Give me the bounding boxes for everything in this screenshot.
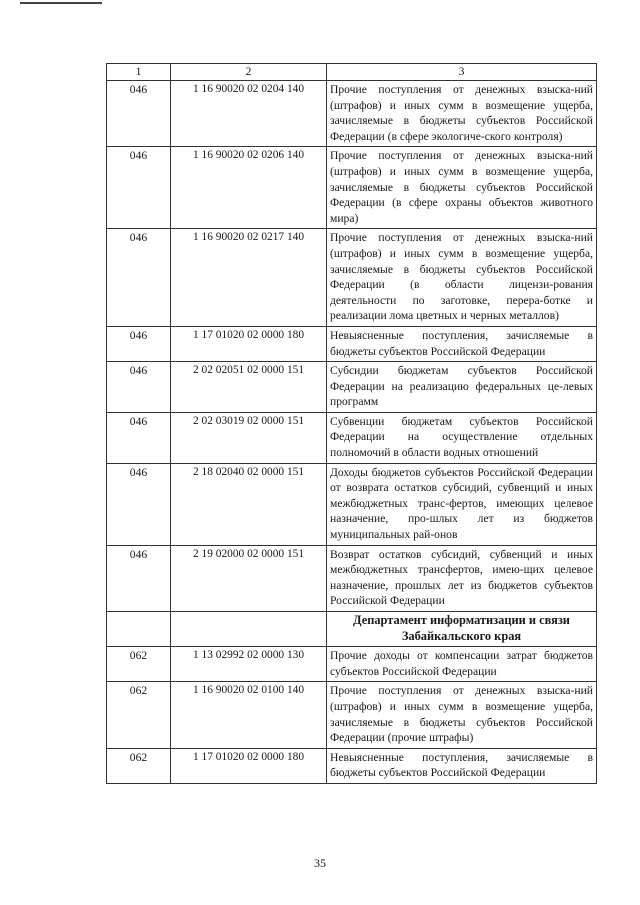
description-cell: Прочие поступления от денежных взыска-ний (штрафов) и иных сумм в возмещение ущерба, зачисляемые в бюджеты субъектов Российской Федерации (в сфере охраны объектов животного мира) [327,147,597,229]
revenue-code-cell: 2 18 02040 02 0000 151 [171,463,327,545]
revenue-code-cell: 1 13 02992 02 0000 130 [171,647,327,682]
column-header: 1 [107,64,171,81]
table-row [107,647,597,682]
description-cell: Прочие доходы от компенсации затрат бюджетов субъектов Российской Федерации [327,647,597,682]
table-row [107,463,597,545]
description-cell: Доходы бюджетов субъектов Российской Федерации от возврата остатков субсидий, субвенций и иных межбюджетных транс-фертов, имеющих целевое назначение, про-шлых лет из бюджетов муниципальных рай-онов [327,463,597,545]
admin-code-cell: 046 [107,545,171,611]
admin-code-cell: 046 [107,81,171,147]
table-header-row [107,64,597,81]
description-cell: Прочие поступления от денежных взыска-ний (штрафов) и иных сумм в возмещение ущерба, зачисляемые в бюджеты субъектов Российской Федерации (в области лицензи-рования деятельности по заготовке, перера-ботке и реализации лома цветных и черных металлов) [327,229,597,327]
description-cell: Невыясненные поступления, зачисляемые в бюджеты субъектов Российской Федерации [327,326,597,361]
revenue-code-cell: 2 02 03019 02 0000 151 [171,412,327,463]
revenue-code-cell [171,612,327,647]
revenue-code-cell: 1 16 90020 02 0217 140 [171,229,327,327]
description-cell: Прочие поступления от денежных взыска-ний (штрафов) и иных сумм в возмещение ущерба, зачисляемые в бюджеты субъектов Российской Федерации (прочие штрафы) [327,682,597,748]
table-row [107,682,597,748]
description-cell: Прочие поступления от денежных взыска-ний (штрафов) и иных сумм в возмещение ущерба, зачисляемые в бюджеты субъектов Российской Федерации (в сфере экологиче-ского контроля) [327,81,597,147]
table-row [107,81,597,147]
table-row [107,229,597,327]
revenue-code-cell: 2 02 02051 02 0000 151 [171,362,327,413]
description-cell: Субвенции бюджетам субъектов Российской Федерации на осуществление отдельных полномочий в области водных отношений [327,412,597,463]
description-cell: Субсидии бюджетам субъектов Российской Федерации на реализацию федеральных це-левых программ [327,362,597,413]
description-cell: Возврат остатков субсидий, субвенций и иных межбюджетных трансфертов, имею-щих целевое назначение, прошлых лет из бюджетов субъектов Российской Федерации [327,545,597,611]
revenue-code-cell: 2 19 02000 02 0000 151 [171,545,327,611]
table-row [107,147,597,229]
table-row [107,545,597,611]
admin-code-cell: 046 [107,463,171,545]
table-row [107,748,597,783]
department-heading-row [107,612,597,647]
revenue-code-table [106,63,597,784]
admin-code-cell: 046 [107,412,171,463]
page-number: 35 [314,856,326,870]
admin-code-cell: 046 [107,229,171,327]
admin-code-cell: 046 [107,362,171,413]
department-heading: Департамент информатизации и связи Забайкальского края [327,612,597,647]
admin-code-cell [107,612,171,647]
admin-code-cell: 062 [107,647,171,682]
revenue-code-cell: 1 16 90020 02 0204 140 [171,81,327,147]
admin-code-cell: 062 [107,682,171,748]
admin-code-cell: 046 [107,326,171,361]
table-row [107,326,597,361]
admin-code-cell: 062 [107,748,171,783]
column-header: 3 [327,64,597,81]
revenue-code-cell: 1 17 01020 02 0000 180 [171,748,327,783]
description-cell: Невыясненные поступления, зачисляемые в бюджеты субъектов Российской Федерации [327,748,597,783]
admin-code-cell: 046 [107,147,171,229]
revenue-code-cell: 1 17 01020 02 0000 180 [171,326,327,361]
revenue-code-cell: 1 16 90020 02 0100 140 [171,682,327,748]
table-row [107,412,597,463]
header-rule [20,2,102,4]
table-row [107,362,597,413]
column-header: 2 [171,64,327,81]
revenue-code-cell: 1 16 90020 02 0206 140 [171,147,327,229]
